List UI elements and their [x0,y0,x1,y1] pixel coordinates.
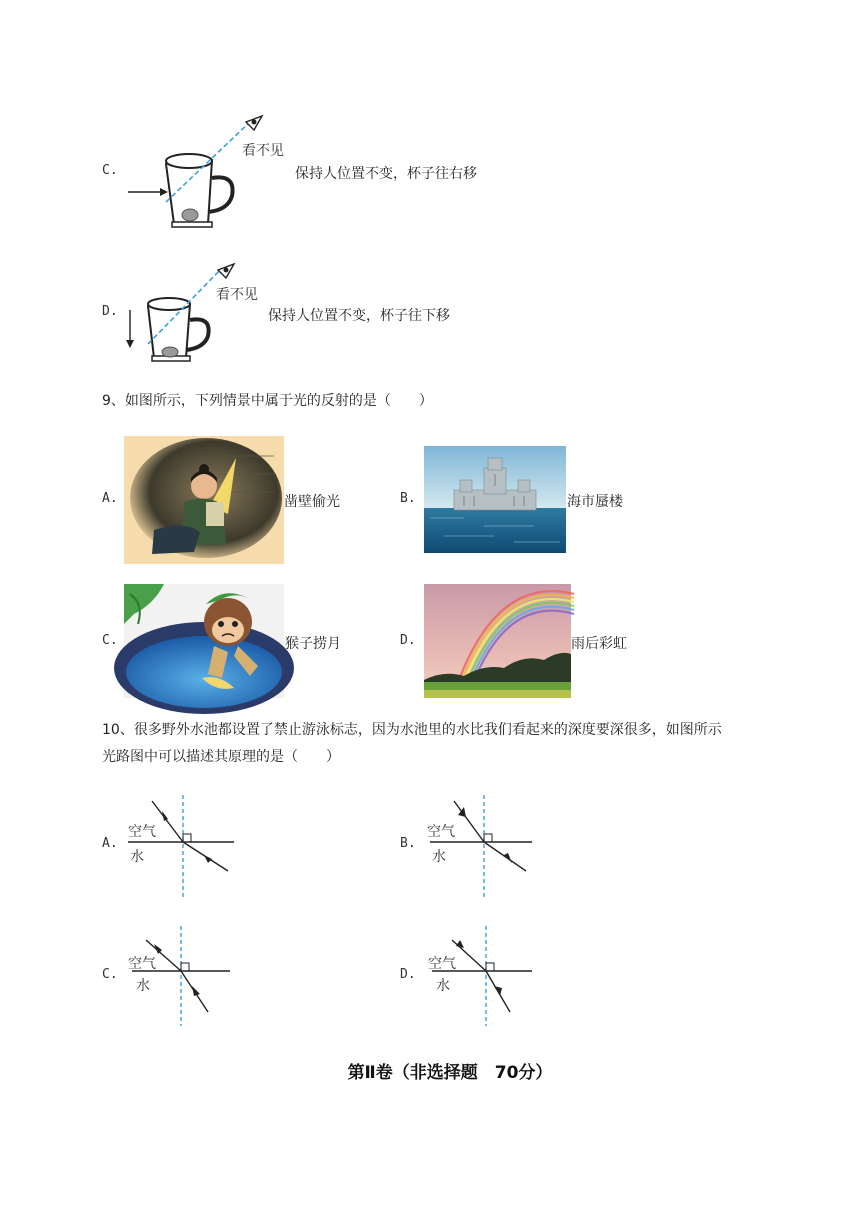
q10-d-water-label: 水 [436,978,450,994]
q10-d-air-label: 空气 [428,956,456,972]
q9-option-d-letter: D. [400,633,416,648]
q10-question-line1: 10、很多野外水池都设置了禁止游泳标志，因为水池里的水比我们看起来的深度要深很多，如图所示 [102,722,722,738]
q9-option-c-letter: C. [102,633,118,648]
q9-option-a-letter: A. [102,491,118,506]
section-heading: 第Ⅱ卷（非选择题 70分） [347,1063,553,1083]
q8-option-c-figure [120,108,270,233]
q8-option-d-note: 看不见 [216,287,258,303]
q8-option-c-note: 看不见 [242,143,284,159]
q10-option-d-letter: D. [400,967,416,982]
q10-a-air-label: 空气 [128,824,156,840]
q9-option-b-image [424,446,566,553]
q9-option-d-caption: 雨后彩虹 [571,636,627,652]
q10-a-water-label: 水 [130,849,144,865]
q9-option-b-caption: 海市蜃楼 [567,494,623,510]
q10-option-a-letter: A. [102,836,118,851]
q10-question-line2: 光路图中可以描述其原理的是（ ） [102,749,340,765]
q10-option-c-letter: C. [102,967,118,982]
q8-option-c-caption: 保持人位置不变，杯子往右移 [295,166,477,182]
q8-option-d-caption: 保持人位置不变，杯子往下移 [268,308,450,324]
q8-option-d-figure [118,258,258,378]
q10-b-water-label: 水 [432,849,446,865]
q10-option-c-diagram [120,926,240,1026]
q9-option-a-caption: 凿壁偷光 [284,494,340,510]
q9-option-c-image [124,584,284,698]
q10-c-air-label: 空气 [128,956,156,972]
q9-option-b-letter: B. [400,491,416,506]
q8-option-d-letter: D. [102,304,118,319]
q10-option-b-letter: B. [400,836,416,851]
q9-option-d-image [424,584,571,698]
q8-option-c-letter: C. [102,163,118,178]
q9-option-a-image [124,436,284,564]
q10-option-d-diagram [420,926,540,1026]
q10-c-water-label: 水 [136,978,150,994]
q10-option-a-diagram [120,795,240,899]
q9-question: 9、如图所示，下列情景中属于光的反射的是（ ） [102,393,433,409]
q9-option-c-caption: 猴子捞月 [285,636,341,652]
q10-b-air-label: 空气 [427,824,455,840]
q10-option-b-diagram [420,795,540,899]
